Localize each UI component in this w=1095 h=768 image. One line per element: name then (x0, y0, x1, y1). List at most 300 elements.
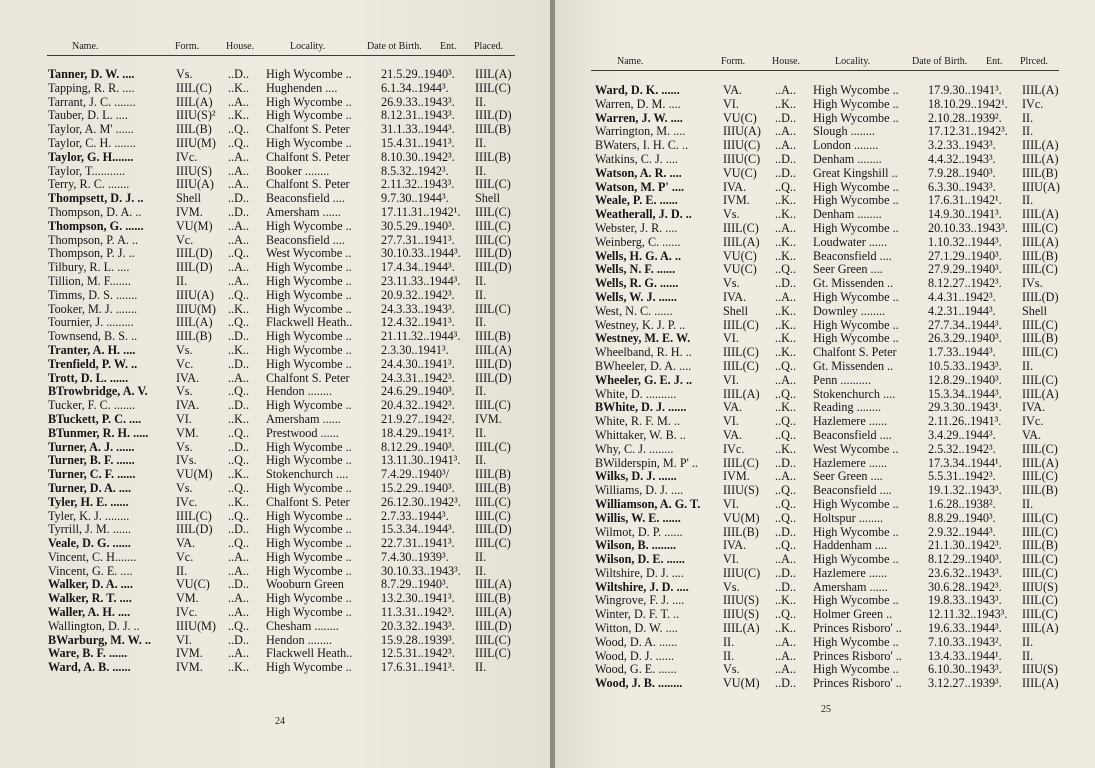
student-form: VI. (723, 414, 739, 429)
student-form: VI. (176, 632, 192, 647)
student-dob: 1.10.32..1944³. (928, 234, 1002, 249)
student-locality: High Wycombe .. (266, 260, 352, 275)
student-form: VI. (176, 411, 192, 426)
student-locality: Booker ........ (266, 163, 330, 178)
student-name: Wood, D. J. ...... (595, 648, 674, 663)
student-dob: 29.3.30..1943¹. (928, 400, 1002, 415)
student-dob: 7.10.33..1943². (928, 634, 1002, 649)
student-locality: High Wycombe .. (813, 317, 899, 332)
list-item (48, 261, 518, 275)
student-placed: II. (475, 563, 487, 578)
list-item (595, 153, 1065, 167)
student-house: ..A.. (228, 605, 249, 620)
student-name: Walker, R. T. .... (48, 591, 132, 606)
student-form: IVc. (176, 605, 198, 620)
student-locality: High Wycombe .. (813, 289, 899, 304)
student-dob: 15.4.31..1941³. (381, 135, 455, 150)
student-name: Watson, M. P' .... (595, 179, 685, 194)
student-form: Shell (176, 191, 202, 206)
student-placed: IIIL(A) (1022, 207, 1059, 222)
student-placed: IIIL(B) (1022, 483, 1058, 498)
student-name: Willis, W. E. ...... (595, 510, 681, 525)
student-locality: High Wycombe .. (266, 549, 352, 564)
student-name: Veale, D. G. ...... (48, 536, 131, 551)
header-placed: Placed. (474, 41, 504, 52)
student-name: West, N. C. ...... (595, 303, 673, 318)
student-house: ..A.. (228, 149, 249, 164)
student-locality: High Wycombe .. (813, 110, 899, 125)
student-name: Wells, R. G. ...... (595, 276, 679, 291)
student-placed: IIIL(C) (1022, 345, 1058, 360)
page-right (555, 0, 1095, 768)
student-form: IIIU(M) (176, 135, 216, 150)
student-form: VI. (723, 372, 739, 387)
list-item (48, 385, 518, 399)
student-name: Wood, D. A. ...... (595, 634, 678, 649)
student-locality: Hazlemere ...... (813, 455, 888, 470)
student-house: ..A.. (228, 218, 249, 233)
student-house: ..Q.. (775, 607, 796, 622)
student-dob: 24.4.30..1941³. (381, 356, 455, 371)
student-name: Watkins, C. J. .... (595, 151, 678, 166)
student-name: Wheeler, G. E. J. .. (595, 372, 693, 387)
list-item (48, 178, 518, 192)
student-name: Tooker, M. J. ....... (48, 301, 138, 316)
student-placed: IIIU(S) (1022, 662, 1058, 677)
student-name: Witton, D. W. .... (595, 621, 678, 636)
student-form: VI. (723, 496, 739, 511)
student-form: Vs. (723, 207, 740, 222)
student-dob: 6.3.30..1943³. (928, 179, 996, 194)
student-house: ..K.. (228, 301, 249, 316)
list-item (48, 468, 518, 482)
student-dob: 17.3.34..1944¹. (928, 455, 1002, 470)
list-item (48, 578, 518, 592)
student-dob: 4.4.32..1943³. (928, 151, 996, 166)
student-locality: Seer Green .... (813, 469, 883, 484)
student-house: ..Q.. (775, 427, 796, 442)
student-locality: Beaconsfield .... (813, 483, 892, 498)
student-house: ..Q.. (775, 179, 796, 194)
student-dob: 2.3.30..1941³. (381, 342, 449, 357)
student-placed: IIIL(C) (475, 508, 511, 523)
student-house: ..D.. (228, 577, 249, 592)
student-placed: II. (475, 135, 487, 150)
student-form: IVA. (176, 370, 200, 385)
student-placed: IIIL(C) (1022, 220, 1058, 235)
student-locality: Slough ........ (813, 124, 875, 139)
student-locality: Haddenham .... (813, 538, 888, 553)
list-item (48, 151, 518, 165)
student-locality: High Wycombe .. (266, 301, 352, 316)
student-name: Tyler, H. E. ...... (48, 494, 129, 509)
student-house: ..Q.. (775, 538, 796, 553)
student-dob: 8.5.32..1942³. (381, 163, 449, 178)
student-dob: 30.6.28..1942³. (928, 579, 1002, 594)
student-placed: IIIL(C) (1022, 593, 1058, 608)
header-house: House. (772, 56, 801, 67)
student-dob: 26.12.30..1942³. (381, 494, 461, 509)
student-placed: II. (475, 94, 487, 109)
student-locality: Chalfont S. Peter (266, 122, 350, 137)
student-house: ..A.. (228, 370, 249, 385)
student-name: Wiltshire, J. D. .... (595, 579, 689, 594)
student-locality: Holtspur ........ (813, 510, 884, 525)
list-item (48, 496, 518, 510)
student-dob: 23.11.33..1944³. (381, 273, 461, 288)
student-form: Vs. (723, 579, 740, 594)
student-locality: Hughenden .... (266, 80, 338, 95)
student-house: ..K.. (775, 331, 796, 346)
student-form: Vc. (176, 232, 194, 247)
student-form: VU(M) (176, 467, 213, 482)
student-name: Westney, K. J. P. .. (595, 317, 686, 332)
student-dob: 22.7.31..1941³. (381, 536, 455, 551)
student-form: IIIL(A) (176, 315, 213, 330)
student-form: IIIL(A) (723, 621, 760, 636)
student-name: Taylor, T........... (48, 163, 126, 178)
student-locality: Downley ........ (813, 303, 886, 318)
student-placed: II. (475, 660, 487, 675)
student-dob: 2.11.32..1943³. (381, 177, 455, 192)
student-name: Turner, C. F. ...... (48, 467, 136, 482)
list-item (48, 523, 518, 537)
student-locality: Hendon ........ (266, 384, 333, 399)
student-placed: IIIL(D) (475, 108, 512, 123)
list-item (595, 594, 1065, 608)
student-placed: IIIL(D) (475, 370, 512, 385)
student-locality: High Wycombe .. (266, 480, 352, 495)
student-name: Terry, R. C. ....... (48, 177, 130, 192)
student-dob: 7.9.28..1940³. (928, 165, 996, 180)
student-placed: II. (475, 287, 487, 302)
list-item (595, 236, 1065, 250)
list-item (595, 498, 1065, 512)
student-form: VA. (176, 536, 196, 551)
student-placed: IIIL(C) (475, 177, 511, 192)
student-house: ..K.. (775, 593, 796, 608)
student-dob: 4.4.31..1942³. (928, 289, 996, 304)
student-name: Ware, B. F. ...... (48, 646, 128, 661)
student-locality: High Wycombe .. (266, 356, 352, 371)
student-dob: 26.3.29..1940³. (928, 331, 1002, 346)
student-dob: 3.2.33..1943³. (928, 138, 996, 153)
student-form: IIIL(C) (723, 455, 759, 470)
student-dob: 18.4.29..1941². (381, 425, 455, 440)
student-locality: Hazlemere ...... (813, 414, 888, 429)
student-house: ..D.. (775, 676, 796, 691)
student-house: ..A.. (775, 289, 796, 304)
student-form: IIIU(M) (176, 301, 216, 316)
list-item (48, 316, 518, 330)
student-form: IIIL(D) (176, 522, 213, 537)
student-placed: II. (1022, 634, 1034, 649)
list-item (48, 551, 518, 565)
student-dob: 12.4.32..1941³. (381, 315, 455, 330)
student-dob: 11.3.31..1942³. (381, 605, 455, 620)
student-locality: Penn .......... (813, 372, 871, 387)
student-form: Shell (723, 303, 749, 318)
header-name: Name. (72, 41, 99, 52)
student-placed: IVA. (1022, 400, 1046, 415)
student-placed: IIIL(C) (1022, 262, 1058, 277)
student-dob: 10.5.33..1943³. (928, 358, 1002, 373)
list-item (48, 661, 518, 675)
student-locality: High Wycombe .. (266, 439, 352, 454)
student-house: ..Q.. (228, 122, 249, 137)
student-dob: 7.4.30..1939³. (381, 549, 449, 564)
student-house: ..Q.. (775, 358, 796, 373)
student-house: ..A.. (775, 552, 796, 567)
list-item (48, 289, 518, 303)
student-name: Waller, A. H. .... (48, 605, 131, 620)
student-placed: IIIL(C) (1022, 607, 1058, 622)
student-name: Wood, G. E. ...... (595, 662, 677, 677)
student-placed: IIIL(A) (1022, 621, 1059, 636)
student-form: II. (176, 563, 188, 578)
student-dob: 15.2.29..1940³. (381, 480, 455, 495)
list-item (595, 125, 1065, 139)
student-name: Wells, W. J. ...... (595, 289, 677, 304)
student-name: Turner, A. J. ...... (48, 439, 135, 454)
student-house: ..K.. (228, 660, 249, 675)
list-item (48, 206, 518, 220)
student-name: BTunmer, R. H. ..... (48, 425, 149, 440)
student-dob: 30.5.29..1940³. (381, 218, 455, 233)
list-item (595, 250, 1065, 264)
student-dob: 6.10.30..1943³. (928, 662, 1002, 677)
list-item (48, 565, 518, 579)
student-locality: High Wycombe .. (813, 662, 899, 677)
list-item (48, 344, 518, 358)
student-name: Tanner, D. W. .... (48, 67, 135, 81)
student-dob: 24.3.33..1943³. (381, 301, 455, 316)
student-locality: Stokenchurch .... (813, 386, 896, 401)
student-name: Wood, J. B. ........ (595, 676, 683, 691)
student-name: Warrington, M. .... (595, 124, 686, 139)
student-house: ..A.. (775, 83, 796, 97)
student-dob: 1.7.33..1944³. (928, 345, 996, 360)
student-placed: IIIL(C) (1022, 317, 1058, 332)
student-form: VU(C) (176, 577, 210, 592)
student-form: IVA. (723, 538, 747, 553)
student-dob: 20.10.33..1943³. (928, 220, 1008, 235)
list-item (48, 454, 518, 468)
student-form: IIIU(C) (723, 138, 761, 153)
student-name: Timms, D. S. ....... (48, 287, 138, 302)
student-form: VA. (723, 400, 743, 415)
student-house: ..Q.. (228, 384, 249, 399)
student-house: ..D.. (775, 151, 796, 166)
student-house: ..D.. (775, 524, 796, 539)
list-item (48, 647, 518, 661)
student-house: ..A.. (228, 591, 249, 606)
student-name: Thompson, P. J. .. (48, 246, 135, 261)
student-name: Walker, D. A. .... (48, 577, 133, 592)
student-name: Tranter, A. H. .... (48, 342, 136, 357)
list-item (595, 332, 1065, 346)
student-dob: 27.7.34..1944³. (928, 317, 1002, 332)
student-house: ..A.. (228, 232, 249, 247)
student-name: Taylor, A. M' ...... (48, 122, 134, 137)
student-placed: IIIL(A) (475, 67, 512, 81)
student-placed: II. (475, 549, 487, 564)
student-house: ..A.. (775, 124, 796, 139)
student-name: Westney, M. E. W. (595, 331, 691, 346)
list-item (48, 82, 518, 96)
student-placed: Shell (1022, 303, 1048, 318)
student-form: IIIU(A) (176, 287, 214, 302)
student-form: Vs. (176, 67, 193, 81)
student-name: Thompson, P. A. .. (48, 232, 139, 247)
student-locality: High Wycombe .. (266, 660, 352, 675)
header-form: Form. (721, 56, 746, 67)
student-house: ..A.. (775, 634, 796, 649)
student-locality: High Wycombe .. (266, 108, 352, 123)
student-name: Whittaker, W. B. .. (595, 427, 686, 442)
header-dob: Date ot Birth. (367, 41, 422, 52)
list-item (48, 592, 518, 606)
student-form: IIIL(C) (723, 345, 759, 360)
student-house: ..A.. (775, 138, 796, 153)
student-house: ..Q.. (775, 414, 796, 429)
student-house: ..K.. (228, 467, 249, 482)
student-placed: IIIL(D) (1022, 289, 1059, 304)
student-locality: Gt. Missenden .. (813, 276, 894, 291)
student-dob: 14.9.30..1941³. (928, 207, 1002, 222)
student-placed: IIIL(C) (475, 232, 511, 247)
header-placed: Plrced. (1020, 56, 1049, 67)
student-form: IVM. (176, 660, 203, 675)
student-name: BWarburg, M. W. .. (48, 632, 151, 647)
list-item (595, 553, 1065, 567)
student-name: Trenfield, P. W. .. (48, 356, 138, 371)
student-house: ..Q.. (228, 246, 249, 261)
student-locality: Gt. Missenden .. (813, 358, 894, 373)
student-form: VU(M) (176, 218, 213, 233)
student-form: IIIL(C) (176, 508, 212, 523)
student-form: IVM. (176, 646, 203, 661)
student-dob: 30.10.33..1944³. (381, 246, 461, 261)
student-locality: Amersham ...... (266, 204, 341, 219)
student-house: ..D.. (228, 204, 249, 219)
student-dob: 17.12.31..1942³. (928, 124, 1008, 139)
student-placed: IIIL(A) (1022, 138, 1059, 153)
student-locality: High Wycombe .. (813, 179, 899, 194)
student-form: VI. (723, 96, 739, 111)
student-house: ..K.. (228, 342, 249, 357)
header-rule (47, 55, 515, 56)
student-house: ..D.. (228, 191, 249, 206)
student-form: IIIL(C) (723, 358, 759, 373)
student-house: ..A.. (228, 646, 249, 661)
student-dob: 17.9.30..1941³. (928, 83, 1002, 97)
student-name: Wallington, D. J. .. (48, 618, 140, 633)
student-form: II. (723, 634, 735, 649)
student-name: Winter, D. F. T. .. (595, 607, 680, 622)
student-form: Vc. (176, 549, 194, 564)
student-form: IIIU(S) (723, 483, 759, 498)
student-name: BWaters, I. H. C. .. (595, 138, 689, 153)
student-name: Tyrrill, J. M. ...... (48, 522, 132, 537)
student-locality: Princes Risboro' .. (813, 621, 902, 636)
student-house: ..K.. (775, 621, 796, 636)
student-locality: Chalfont S. Peter (266, 149, 350, 164)
student-name: Turner, B. F. ...... (48, 453, 135, 468)
list-item (48, 220, 518, 234)
student-house: ..D.. (228, 398, 249, 413)
student-form: IIIL(D) (176, 260, 213, 275)
student-dob: 8.8.29..1940³. (928, 510, 996, 525)
student-dob: 21.1.30..1942³. (928, 538, 1002, 553)
list-item (595, 167, 1065, 181)
student-house: ..K.. (775, 207, 796, 222)
student-house: ..Q.. (775, 510, 796, 525)
student-house: ..D.. (228, 632, 249, 647)
student-name: Williamson, A. G. T. (595, 496, 701, 511)
list-item (48, 482, 518, 496)
student-locality: High Wycombe .. (266, 218, 352, 233)
student-dob: 9.7.30..1944³. (381, 191, 449, 206)
student-dob: 6.1.34..1944³. (381, 80, 449, 95)
student-form: VI. (723, 331, 739, 346)
student-name: White, R. F. M. .. (595, 414, 681, 429)
student-placed: IIIL(A) (1022, 386, 1059, 401)
student-locality: Stokenchurch .... (266, 467, 349, 482)
list-item (48, 510, 518, 524)
list-item (48, 247, 518, 261)
student-house: ..K.. (775, 400, 796, 415)
list-item (48, 303, 518, 317)
list-item (595, 208, 1065, 222)
student-placed: IIIL(C) (1022, 524, 1058, 539)
list-item (48, 634, 518, 648)
student-form: IIIL(C) (176, 80, 212, 95)
list-item (595, 512, 1065, 526)
student-placed: II. (475, 384, 487, 399)
student-house: ..A.. (775, 220, 796, 235)
student-form: Vs. (176, 439, 193, 454)
student-dob: 8.7.29..1940³. (381, 577, 449, 592)
student-locality: Denham ........ (813, 151, 882, 166)
student-placed: II. (1022, 193, 1034, 208)
list-item (48, 68, 518, 82)
list-item (48, 537, 518, 551)
list-item (48, 441, 518, 455)
student-house: ..K.. (775, 317, 796, 332)
student-locality: Chalfont S. Peter (266, 177, 350, 192)
list-item (595, 388, 1065, 402)
student-placed: IIIL(C) (1022, 469, 1058, 484)
student-locality: Loudwater ...... (813, 234, 888, 249)
student-placed: IIIL(C) (475, 646, 511, 661)
student-locality: High Wycombe .. (266, 605, 352, 620)
student-locality: Chalfont S. Peter (266, 494, 350, 509)
student-house: ..Q.. (775, 262, 796, 277)
student-dob: 13.4.33..1944¹. (928, 648, 1002, 663)
student-form: Vs. (176, 480, 193, 495)
student-locality: Hazlemere ...... (813, 565, 888, 580)
student-form: VU(C) (723, 248, 757, 263)
student-placed: IVc. (1022, 414, 1044, 429)
student-dob: 26.9.33..1943³. (381, 94, 455, 109)
list-item (48, 137, 518, 151)
student-form: VA. (723, 427, 743, 442)
student-dob: 21.11.32..1944³. (381, 329, 461, 344)
header-name: Name. (617, 56, 644, 67)
student-dob: 24.6.29..1940³. (381, 384, 455, 399)
student-name: Warren, D. M. .... (595, 96, 681, 111)
